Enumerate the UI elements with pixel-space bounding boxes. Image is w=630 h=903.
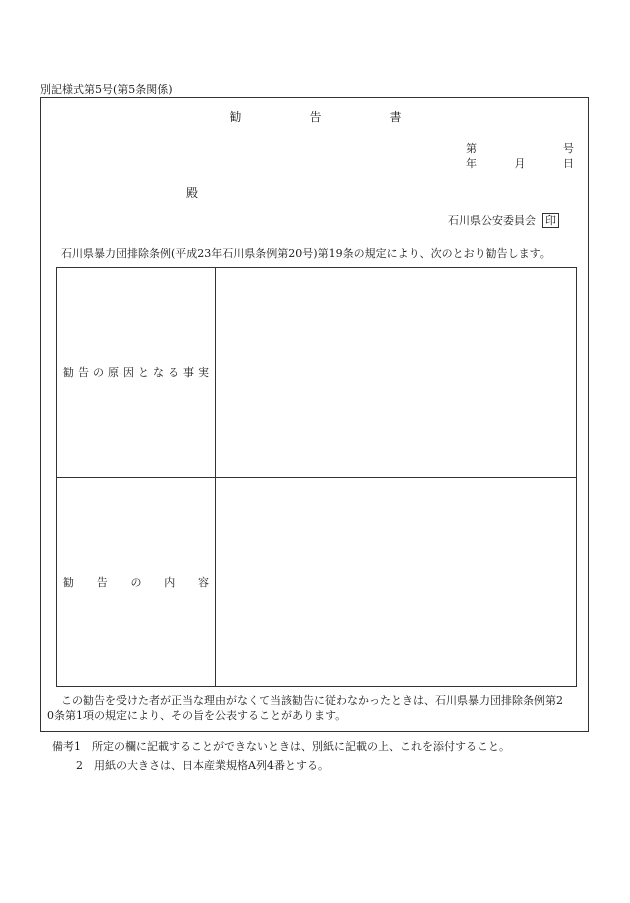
title-char: 書: [389, 110, 402, 124]
preamble: 石川県暴力団排除条例(平成23年石川県条例第20号)第19条の規定により、次のとおり勧告します。: [61, 247, 551, 260]
label-char: 勧: [63, 576, 74, 589]
label-char: 内: [164, 576, 176, 589]
label-char: 告: [96, 576, 108, 589]
label-char: 事: [183, 366, 194, 379]
issuer: [448, 212, 559, 228]
publication-notice: [47, 693, 583, 723]
notice-line-2: 0条第1項の規定により、その旨を公表することがあります。: [47, 709, 347, 722]
date-month: 月: [514, 157, 526, 170]
label-char: の: [93, 366, 104, 379]
number-suffix: 号: [563, 142, 574, 155]
number-prefix: 第: [466, 142, 477, 155]
content-label: [57, 574, 215, 590]
title-char: 告: [309, 110, 322, 124]
seal-mark: 印: [542, 213, 559, 228]
label-char: 原: [108, 366, 119, 379]
facts-label: [57, 364, 215, 380]
label-char: 因: [123, 366, 134, 379]
label-char: と: [138, 366, 149, 379]
form-frame: [40, 97, 589, 732]
form-label: 別記様式第5号(第5条関係): [40, 83, 173, 96]
document-date: [466, 155, 574, 171]
document-number: [466, 140, 574, 156]
recommendation-table: [56, 267, 577, 687]
date-year: 年: [466, 157, 477, 170]
notice-line-1: この勧告を受けた者が正当な理由がなくて当該勧告に従わなかったときは、石川県暴力団排除条例第2: [61, 694, 563, 707]
table-divider-horizontal: [57, 477, 576, 478]
addressee: 殿: [186, 186, 199, 200]
content-value-field[interactable]: [225, 493, 565, 673]
title-char: 勧: [229, 110, 242, 124]
issuer-name: 石川県公安委員会: [448, 214, 536, 227]
label-char: る: [168, 366, 179, 379]
remark-1: 備考1 所定の欄に記載することができないときは、別紙に記載の上、これを添付すること。: [52, 740, 510, 753]
label-char: 勧: [63, 366, 74, 379]
date-day: 日: [563, 157, 574, 170]
remark-2: 2 用紙の大きさは、日本産業規格A列4番とする。: [76, 759, 329, 772]
document-title: [41, 108, 590, 125]
label-char: 容: [198, 576, 209, 589]
facts-value-field[interactable]: [225, 288, 565, 468]
label-char: の: [130, 576, 142, 589]
label-char: な: [153, 366, 164, 379]
label-char: 実: [198, 366, 209, 379]
label-char: 告: [78, 366, 89, 379]
